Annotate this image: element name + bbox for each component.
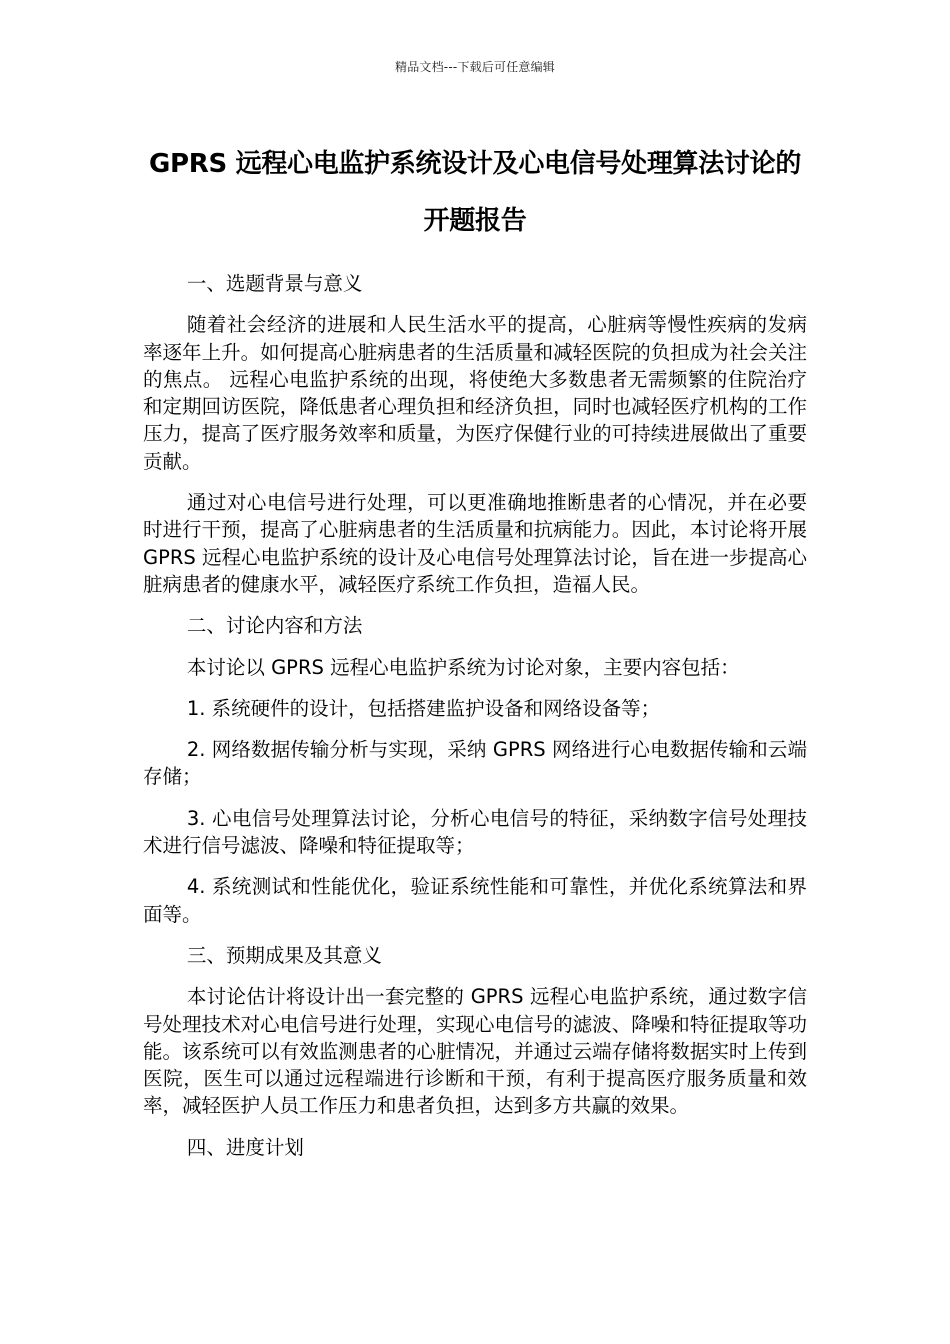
list-item-testing: 4. 系统测试和性能优化，验证系统性能和可靠性，并优化系统算法和界面等。	[143, 875, 807, 926]
list-item-hardware: 1. 系统硬件的设计，包括搭建监护设备和网络设备等；	[186, 696, 661, 720]
header-note: 精品文档---下载后可任意编辑	[395, 60, 555, 74]
section-heading-background: 一、选题背景与意义	[186, 272, 363, 295]
document-body	[143, 270, 807, 1175]
list-item-network: 2. 网络数据传输分析与实现，采纳 GPRS 网络进行心电数据传输和云端存储；	[143, 738, 807, 789]
paragraph-background-2: 通过对心电信号进行处理，可以更准确地推断患者的心情况，并在必要时进行干预，提高了心脏病患者的生活质量和抗病能力。因此，本讨论将开展 GPRS 远程心电监护系统的设计及心电信号处理算法讨论，旨在进一步提高心脏病患者的健康水平，减轻医疗系统工作负担，造福人民。	[143, 491, 807, 596]
list-item-signal-processing: 3. 心电信号处理算法讨论，分析心电信号的特征，采纳数字信号处理技术进行信号滤波、降噪和特征提取等；	[143, 806, 807, 858]
section-heading-content-methods: 二、讨论内容和方法	[186, 614, 363, 638]
paragraph-content-intro: 本讨论以 GPRS 远程心电监护系统为讨论对象，主要内容包括：	[186, 655, 740, 679]
paragraph-expected-results: 本讨论估计将设计出一套完整的 GPRS 远程心电监护系统，通过数字信号处理技术对心电信号进行处理，实现心电信号的滤波、降噪和特征提取等功能。该系统可以有效监测患者的心脏情况，并通过云端存储将数据实时上传到医院，医生可以通过远程端进行诊断和干预，有利于提高医疗服务质量和效率，减轻医护人员工作压力和患者负担，达到多方共赢的效果。	[143, 985, 807, 1118]
section-heading-expected-results: 三、预期成果及其意义	[186, 943, 382, 967]
document-title: GPRS 远程心电监护系统设计及心电信号处理算法讨论的开题报告	[148, 149, 802, 236]
section-heading-schedule: 四、进度计划	[186, 1135, 304, 1159]
paragraph-background-1: 随着社会经济的进展和人民生活水平的提高，心脏病等慢性疾病的发病率逐年上升。如何提高心脏病患者的生活质量和减轻医院的负担成为社会关注的焦点。 远程心电监护系统的出现，将使绝大多数患者无需频繁的住院治疗和定期回访医院，降低患者心理负担和经济负担，同时也减轻医疗机构的工作压力，提高了医疗服务效率和质量，为医疗保健行业的可持续进展做出了重要贡献。	[143, 313, 807, 473]
